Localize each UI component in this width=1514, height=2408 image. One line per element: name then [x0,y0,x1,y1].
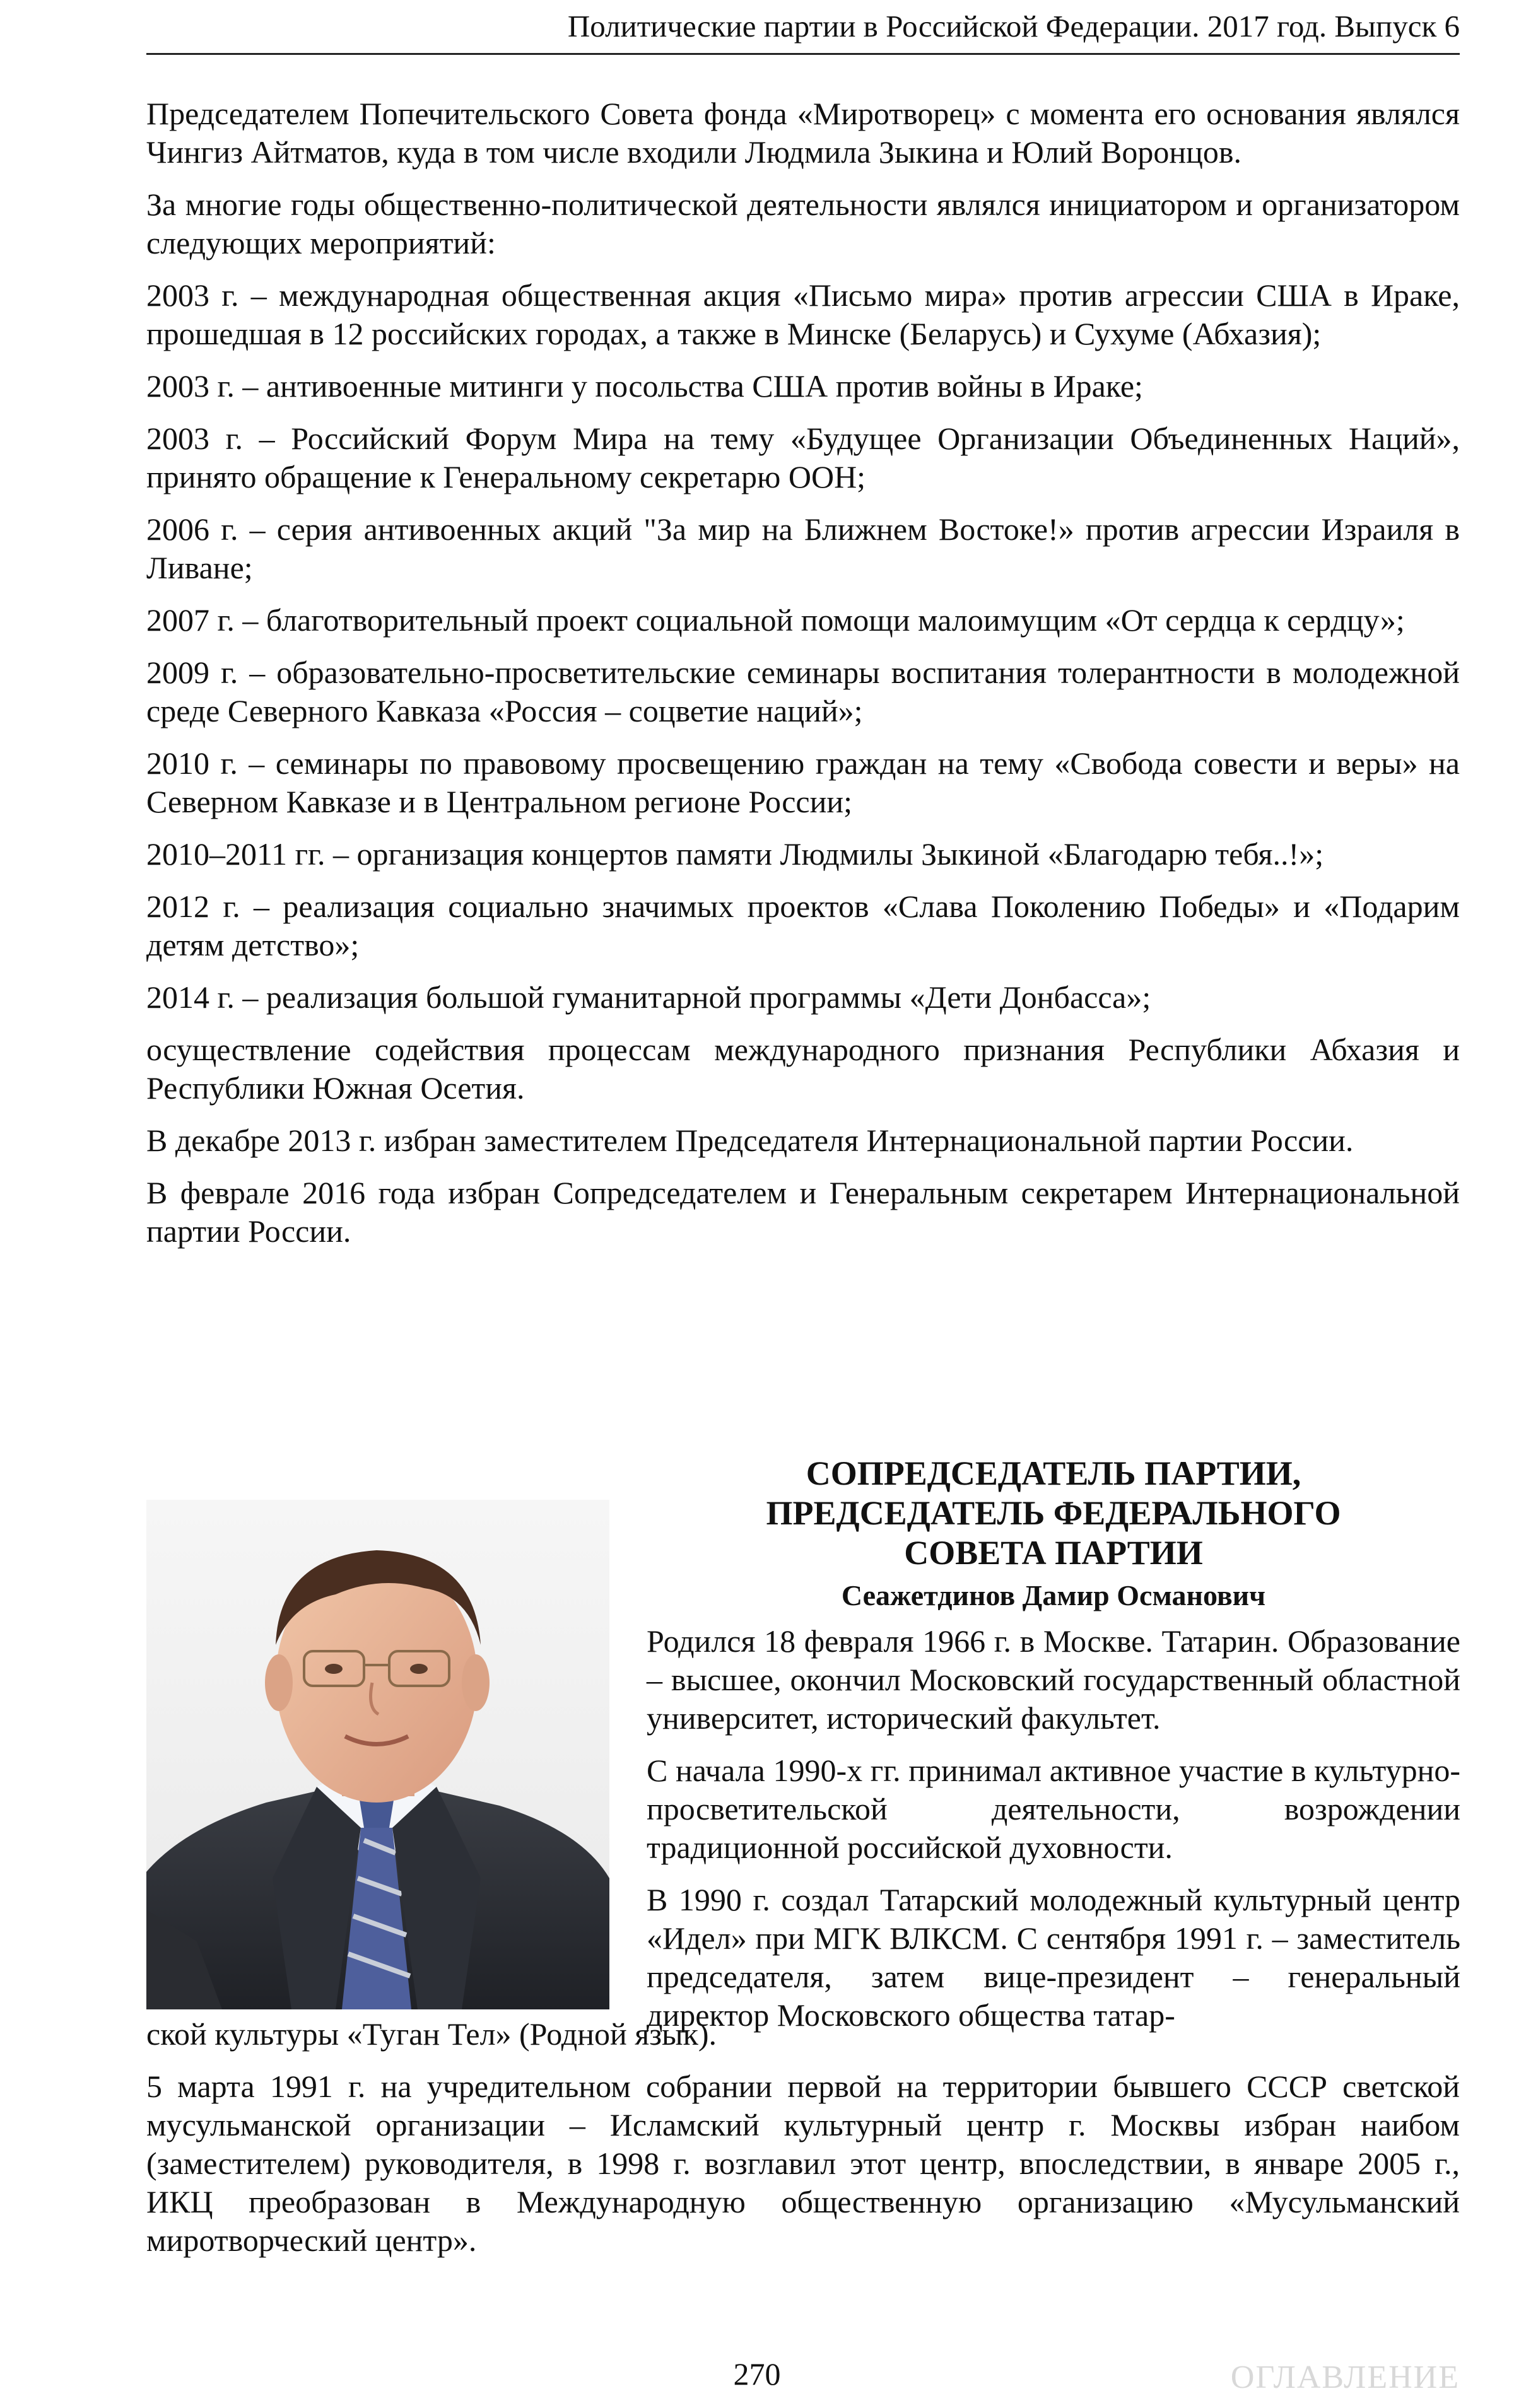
event-item: 2010 г. – семинары по правовому просвещению граждан на тему «Свобода совести и веры» на Северном Кавказе и в Центральном регионе России; [146,745,1460,819]
intro-paragraph-secretary: В феврале 2016 года избран Сопредседателем и Генеральным секретарем Интернациональной партии России. [146,1175,1460,1249]
intro-paragraph-deputy: В декабре 2013 г. избран заместителем Председателя Интернациональной партии России. [146,1123,1354,1158]
event-item: 2003 г. – Российский Форум Мира на тему «Будущее Организации Объединенных Наций», принято обращение к Генеральному секретарю ООН; [146,421,1460,494]
event-item: 2007 г. – благотворительный проект социальной помощи малоимущим «От сердца к сердцу»; [146,602,1405,638]
event-item: 2010–2011 гг. – организация концертов памяти Людмилы Зыкиной «Благодарю тебя..!»; [146,836,1324,872]
biography-paragraph: ской культуры «Туган Тел» (Родной язык). [146,2016,717,2052]
biography-paragraph: С начала 1990-х гг. принимал активное участие в культурно-просветительской деятельности, возрождении традиционной российской духовности. [647,1753,1460,1865]
biography-paragraph: 5 марта 1991 г. на учредительном собрании первой на территории бывшего СССР светской мусульманской организации – Исламский культурный центр г. Москвы избран наибом (заместителем) руководителя, в 1998 г. возглавил этот центр, впоследствии, в январе 2005 г., ИКЦ преобразован в Международную общественную организацию «Мусульманский миротворческий центр». [146,2069,1460,2258]
page-number: 270 [733,2356,781,2392]
event-item: 2003 г. – антивоенные митинги у посольства США против войны в Ираке; [146,368,1143,404]
section-title-line: СОВЕТА ПАРТИИ [904,1534,1203,1572]
event-item: 2003 г. – международная общественная акция «Письмо мира» против агрессии США в Ираке, прошедшая в 12 российских городах, а также в Минске (Беларусь) и Сухуме (Абхазия); [146,278,1460,351]
biography-wrapped-text [647,1622,1460,2049]
event-item: 2009 г. – образовательно-просветительские семинары воспитания толерантности в молодежной среде Северного Кавказа «Россия – соцветие наций»; [146,655,1460,728]
intro-paragraph-events-lead: За многие годы общественно-политической деятельности являлся инициатором и организатором следующих мероприятий: [146,187,1460,260]
running-header: Политические партии в Российской Федерации. 2017 год. Выпуск 6 [567,9,1460,44]
person-name: Сеажетдинов Дамир Османович [841,1579,1266,1611]
biography-paragraph: Родился 18 февраля 1966 г. в Москве. Татарин. Образование – высшее, окончил Московский государственный областной университет, исторический факультет. [647,1623,1460,1736]
intro-paragraph-founder: Председателем Попечительского Совета фонда «Миротворец» с момента его основания являлся Чингиз Айтматов, куда в том числе входили Людмила Зыкина и Юлий Воронцов. [146,96,1460,170]
section-title [647,1454,1460,1573]
biography-paragraph: В 1990 г. создал Татарский молодежный культурный центр «Идел» при МГК ВЛКСМ. С сентября 1991 г. – заместитель председателя, затем вице-президент – генеральный директор Московского общества татар- [647,1882,1460,2033]
portrait-photo [146,1500,609,2009]
section-title-line: СОПРЕДСЕДАТЕЛЬ ПАРТИИ, [806,1454,1301,1492]
event-item: 2014 г. – реализация большой гуманитарной программы «Дети Донбасса»; [146,979,1151,1015]
biography-full-width-text [146,2015,1460,2274]
event-item: 2006 г. – серия антивоенных акций "За мир на Ближнем Востоке!» против агрессии Израиля в Ливане; [146,511,1460,585]
event-item: осуществление содействия процессам международного признания Республики Абхазия и Республики Южная Осетия. [146,1032,1460,1106]
section-title-line: ПРЕДСЕДАТЕЛЬ ФЕДЕРАЛЬНОГО [766,1494,1341,1532]
event-item: 2012 г. – реализация социально значимых проектов «Слава Поколению Победы» и «Подарим детям детство»; [146,889,1460,962]
table-of-contents-link[interactable]: ОГЛАВЛЕНИЕ [1230,2359,1460,2395]
intro-text [146,95,1460,1265]
header-rule [146,53,1460,55]
